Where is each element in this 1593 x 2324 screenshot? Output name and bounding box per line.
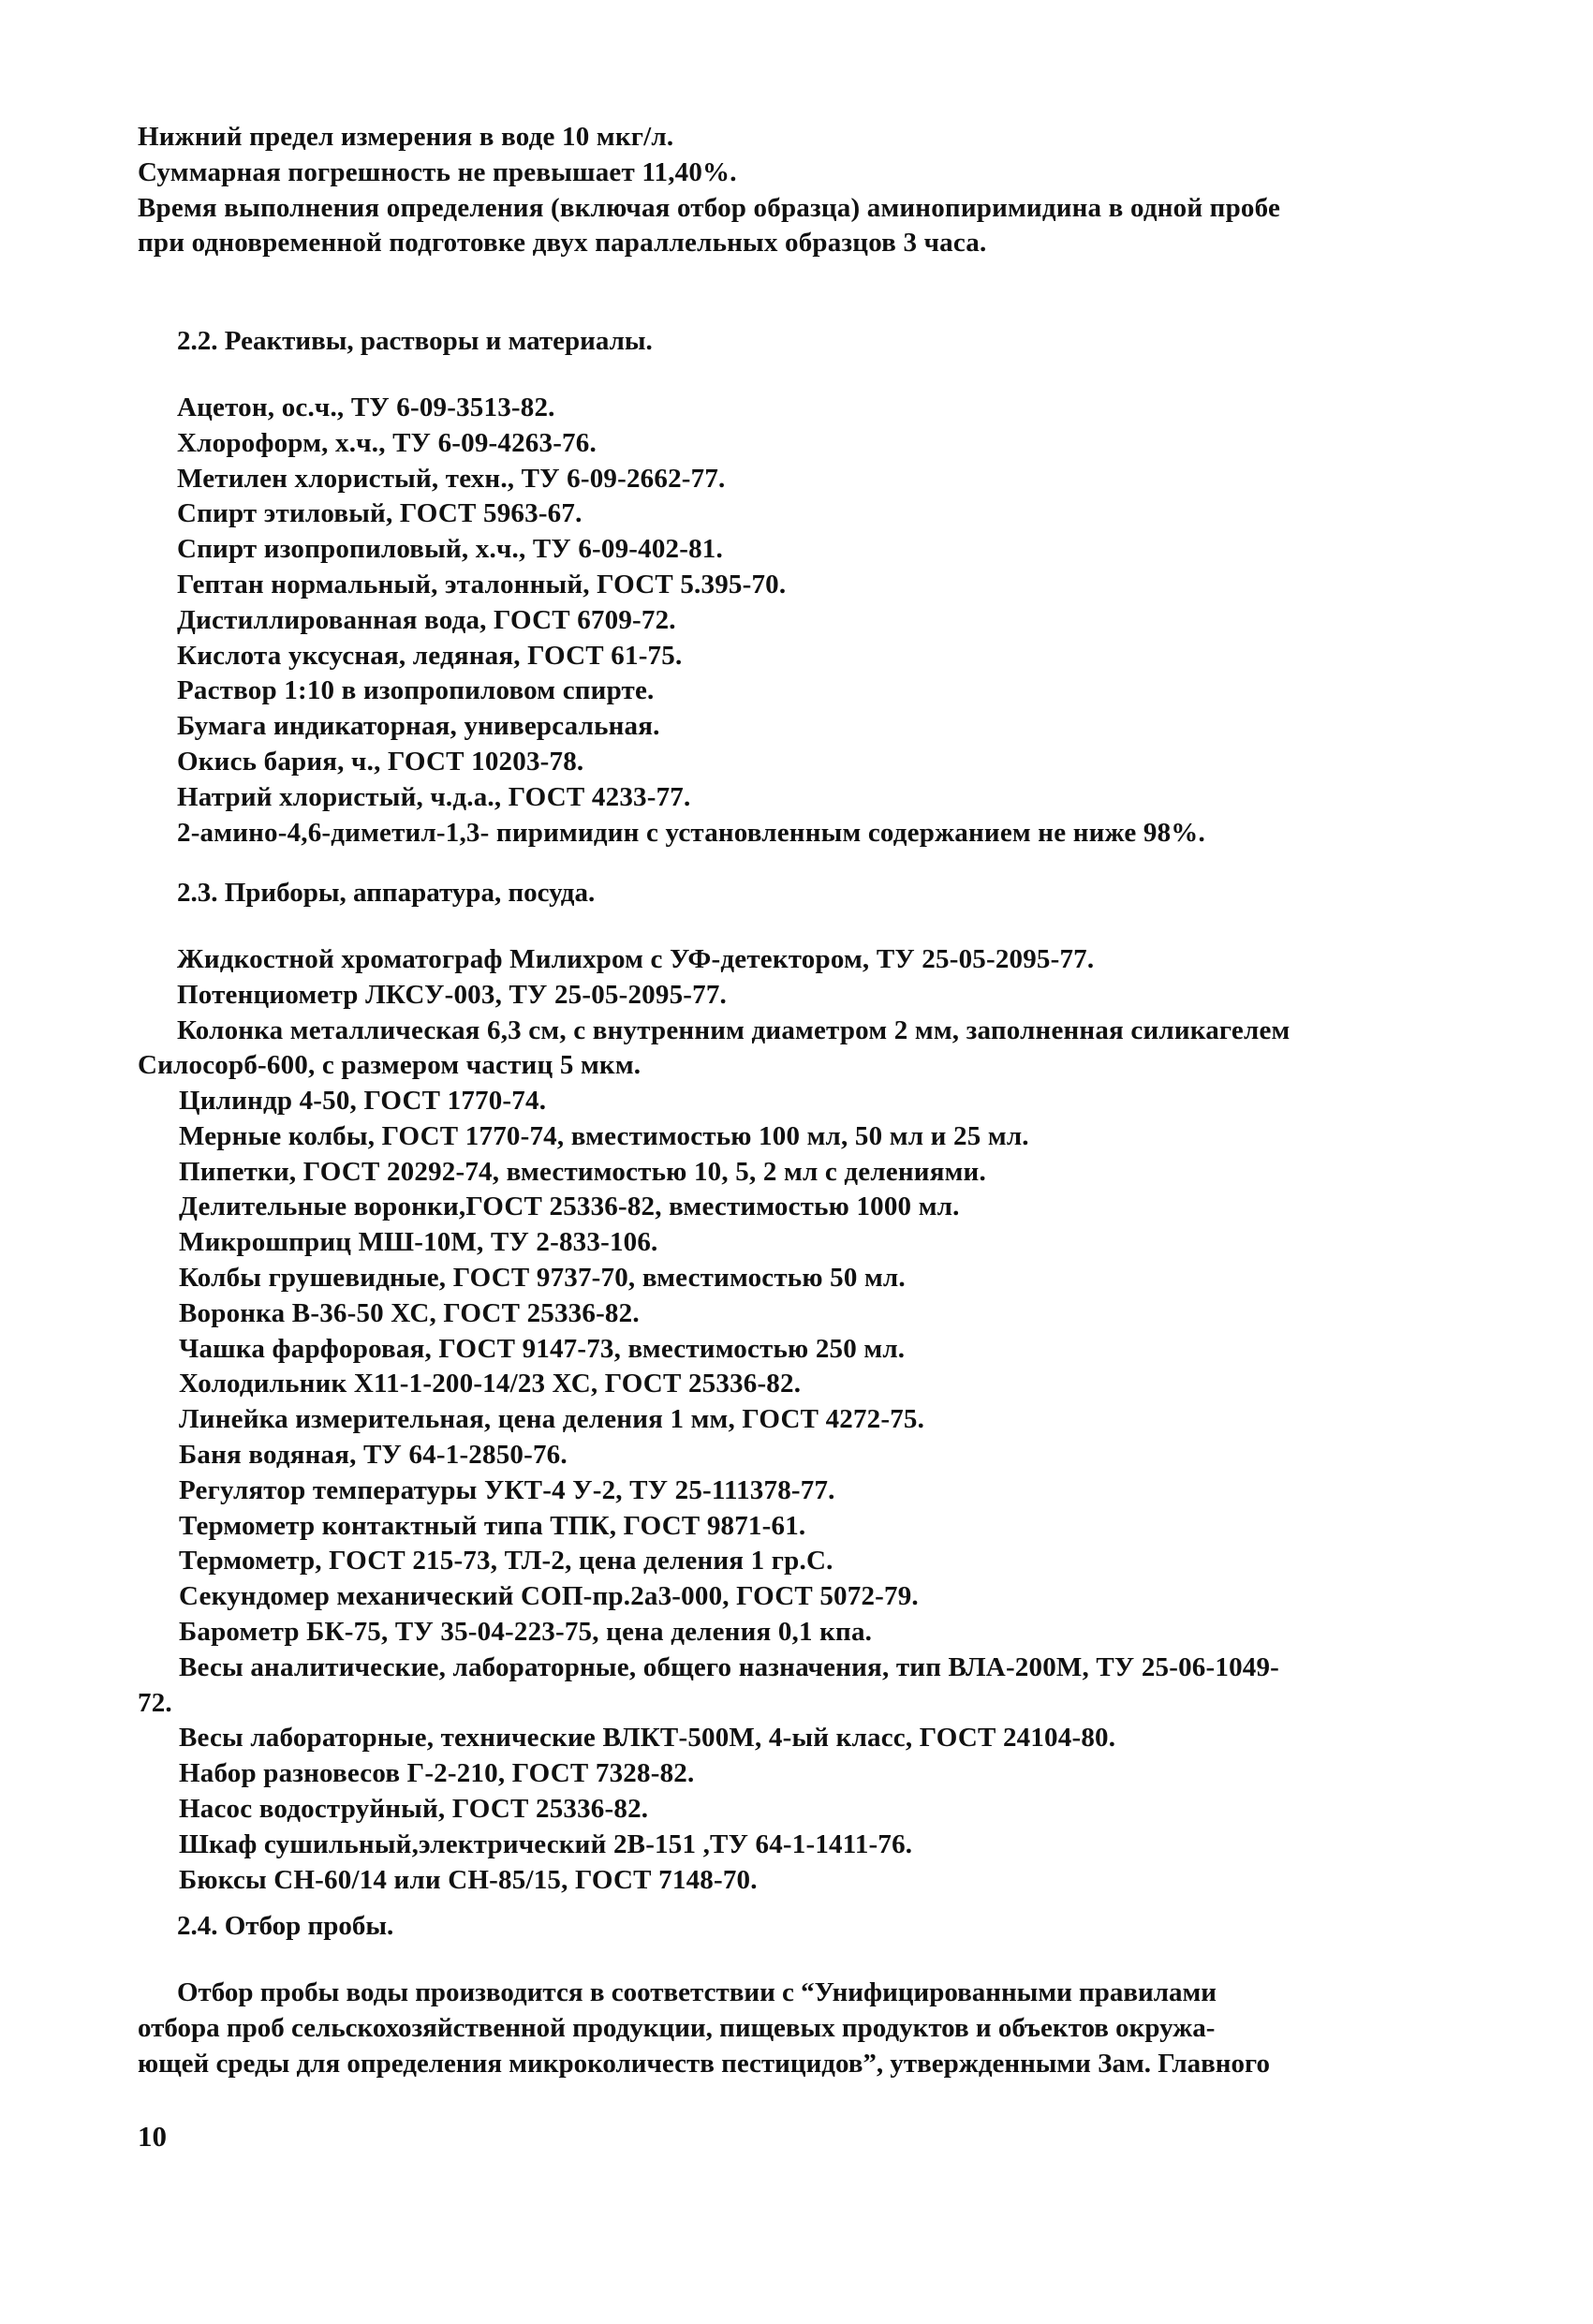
list-item: Набор разновесов Г-2-210, ГОСТ 7328-82. <box>179 1758 695 1789</box>
list-item: Воронка В-36-50 ХС, ГОСТ 25336-82. <box>179 1297 640 1328</box>
list-item: Хлороформ, х.ч., ТУ 6-09-4263-76. <box>177 427 597 458</box>
paragraph-line: ющей среды для определения микроколичеств пестицидов”, утвержденными Зам. Главного <box>138 2048 1270 2079</box>
devices-list-a <box>138 942 1449 1084</box>
list-item: Барометр БК-75, ТУ 35-04-223-75, цена деления 0,1 кпа. <box>179 1616 873 1647</box>
list-item: Спирт этиловый, ГОСТ 5963-67. <box>177 498 583 529</box>
intro-paragraph <box>138 120 1449 261</box>
intro-line: при одновременной подготовке двух параллельных образцов 3 часа. <box>138 228 987 259</box>
list-item: Ацетон, ос.ч., ТУ 6-09-3513-82. <box>177 392 555 422</box>
list-item: Дистиллированная вода, ГОСТ 6709-72. <box>177 604 676 635</box>
list-item: Линейка измерительная, цена деления 1 мм, ГОСТ 4272-75. <box>179 1404 925 1435</box>
list-item: Потенциометр ЛКСУ-003, ТУ 25-05-2095-77. <box>177 979 727 1010</box>
section-heading-reagents: 2.2. Реактивы, растворы и материалы. <box>177 326 653 356</box>
list-item: 2-амино-4,6-диметил-1,3- пиримидин с установленным содержанием не ниже 98%. <box>177 817 1205 848</box>
list-item: Колбы грушевидные, ГОСТ 9737-70, вместимостью 50 мл. <box>179 1262 906 1293</box>
paragraph-line: Отбор пробы воды производится в соответствии с “Унифицированными правилами <box>177 1977 1217 2007</box>
list-item: Шкаф сушильный,электрический 2В-151 ,ТУ 64-1-1411-76. <box>179 1828 913 1859</box>
paragraph-line: отбора проб сельскохозяйственной продукции, пищевых продуктов и объектов окружа- <box>138 2012 1216 2043</box>
section-heading-sampling: 2.4. Отбор пробы. <box>177 1911 394 1941</box>
sampling-paragraph <box>138 1976 1449 2081</box>
list-item: Спирт изопропиловый, х.ч., ТУ 6-09-402-81. <box>177 534 723 565</box>
list-item: Весы лабораторные, технические ВЛКТ-500М, 4-ый класс, ГОСТ 24104-80. <box>179 1723 1116 1754</box>
list-item: Термометр, ГОСТ 215-73, ТЛ-2, цена деления 1 гр.С. <box>179 1546 833 1576</box>
list-item-continuation: Силосорб-600, с размером частиц 5 мкм. <box>138 1050 642 1081</box>
list-item: Чашка фарфоровая, ГОСТ 9147-73, вместимостью 250 мл. <box>179 1333 906 1364</box>
list-item: Метилен хлористый, техн., ТУ 6-09-2662-77. <box>177 463 726 494</box>
list-item: Окись бария, ч., ГОСТ 10203-78. <box>177 746 584 777</box>
list-item: Жидкостной хроматограф Милихром с УФ-детектором, ТУ 25-05-2095-77. <box>177 944 1095 974</box>
page-number: 10 <box>138 2120 167 2153</box>
list-item: Кислота уксусная, ледяная, ГОСТ 61-75. <box>177 640 683 671</box>
list-item: Бумага индикаторная, универсальная. <box>177 711 660 742</box>
list-item-continuation: 72. <box>138 1687 172 1718</box>
intro-line: Суммарная погрешность не превышает 11,40%. <box>138 156 737 187</box>
list-item: Натрий хлористый, ч.д.а., ГОСТ 4233-77. <box>177 781 691 812</box>
intro-line: Время выполнения определения (включая отбор образца) аминопиримидина в одной пробе <box>138 192 1281 223</box>
list-item: Регулятор температуры УКТ-4 У-2, ТУ 25-111378-77. <box>179 1474 835 1505</box>
list-item: Гептан нормальный, эталонный, ГОСТ 5.395-70. <box>177 569 787 600</box>
devices-list-b <box>138 1084 1449 1898</box>
list-item: Холодильник Х11-1-200-14/23 ХС, ГОСТ 25336-82. <box>179 1369 802 1399</box>
intro-line: Нижний предел измерения в воде 10 мкг/л. <box>138 122 674 152</box>
list-item: Цилиндр 4-50, ГОСТ 1770-74. <box>179 1086 547 1116</box>
list-item: Термометр контактный типа ТПК, ГОСТ 9871-61. <box>179 1510 806 1541</box>
list-item: Мерные колбы, ГОСТ 1770-74, вместимостью 100 мл, 50 мл и 25 мл. <box>179 1120 1029 1151</box>
list-item: Секундомер механический СОП-пр.2а3-000, ГОСТ 5072-79. <box>179 1581 919 1612</box>
list-item: Весы аналитические, лабораторные, общего назначения, тип ВЛА-200М, ТУ 25-06-1049- <box>179 1651 1280 1682</box>
list-item: Пипетки, ГОСТ 20292-74, вместимостью 10, 5, 2 мл с делениями. <box>179 1156 986 1187</box>
reagents-list <box>138 391 1449 851</box>
section-heading-devices: 2.3. Приборы, аппаратура, посуда. <box>177 878 596 908</box>
list-item: Раствор 1:10 в изопропиловом спирте. <box>177 675 655 706</box>
list-item: Колонка металлическая 6,3 см, с внутренним диаметром 2 мм, заполненная силикагелем <box>177 1014 1291 1045</box>
list-item: Бюксы СН-60/14 или СН-85/15, ГОСТ 7148-70. <box>179 1864 758 1895</box>
list-item: Баня водяная, ТУ 64-1-2850-76. <box>179 1439 568 1470</box>
list-item: Делительные воронки,ГОСТ 25336-82, вместимостью 1000 мл. <box>179 1192 960 1222</box>
list-item: Насос водоструйный, ГОСТ 25336-82. <box>179 1793 649 1824</box>
list-item: Микрошприц МШ-10М, ТУ 2-833-106. <box>179 1227 658 1258</box>
